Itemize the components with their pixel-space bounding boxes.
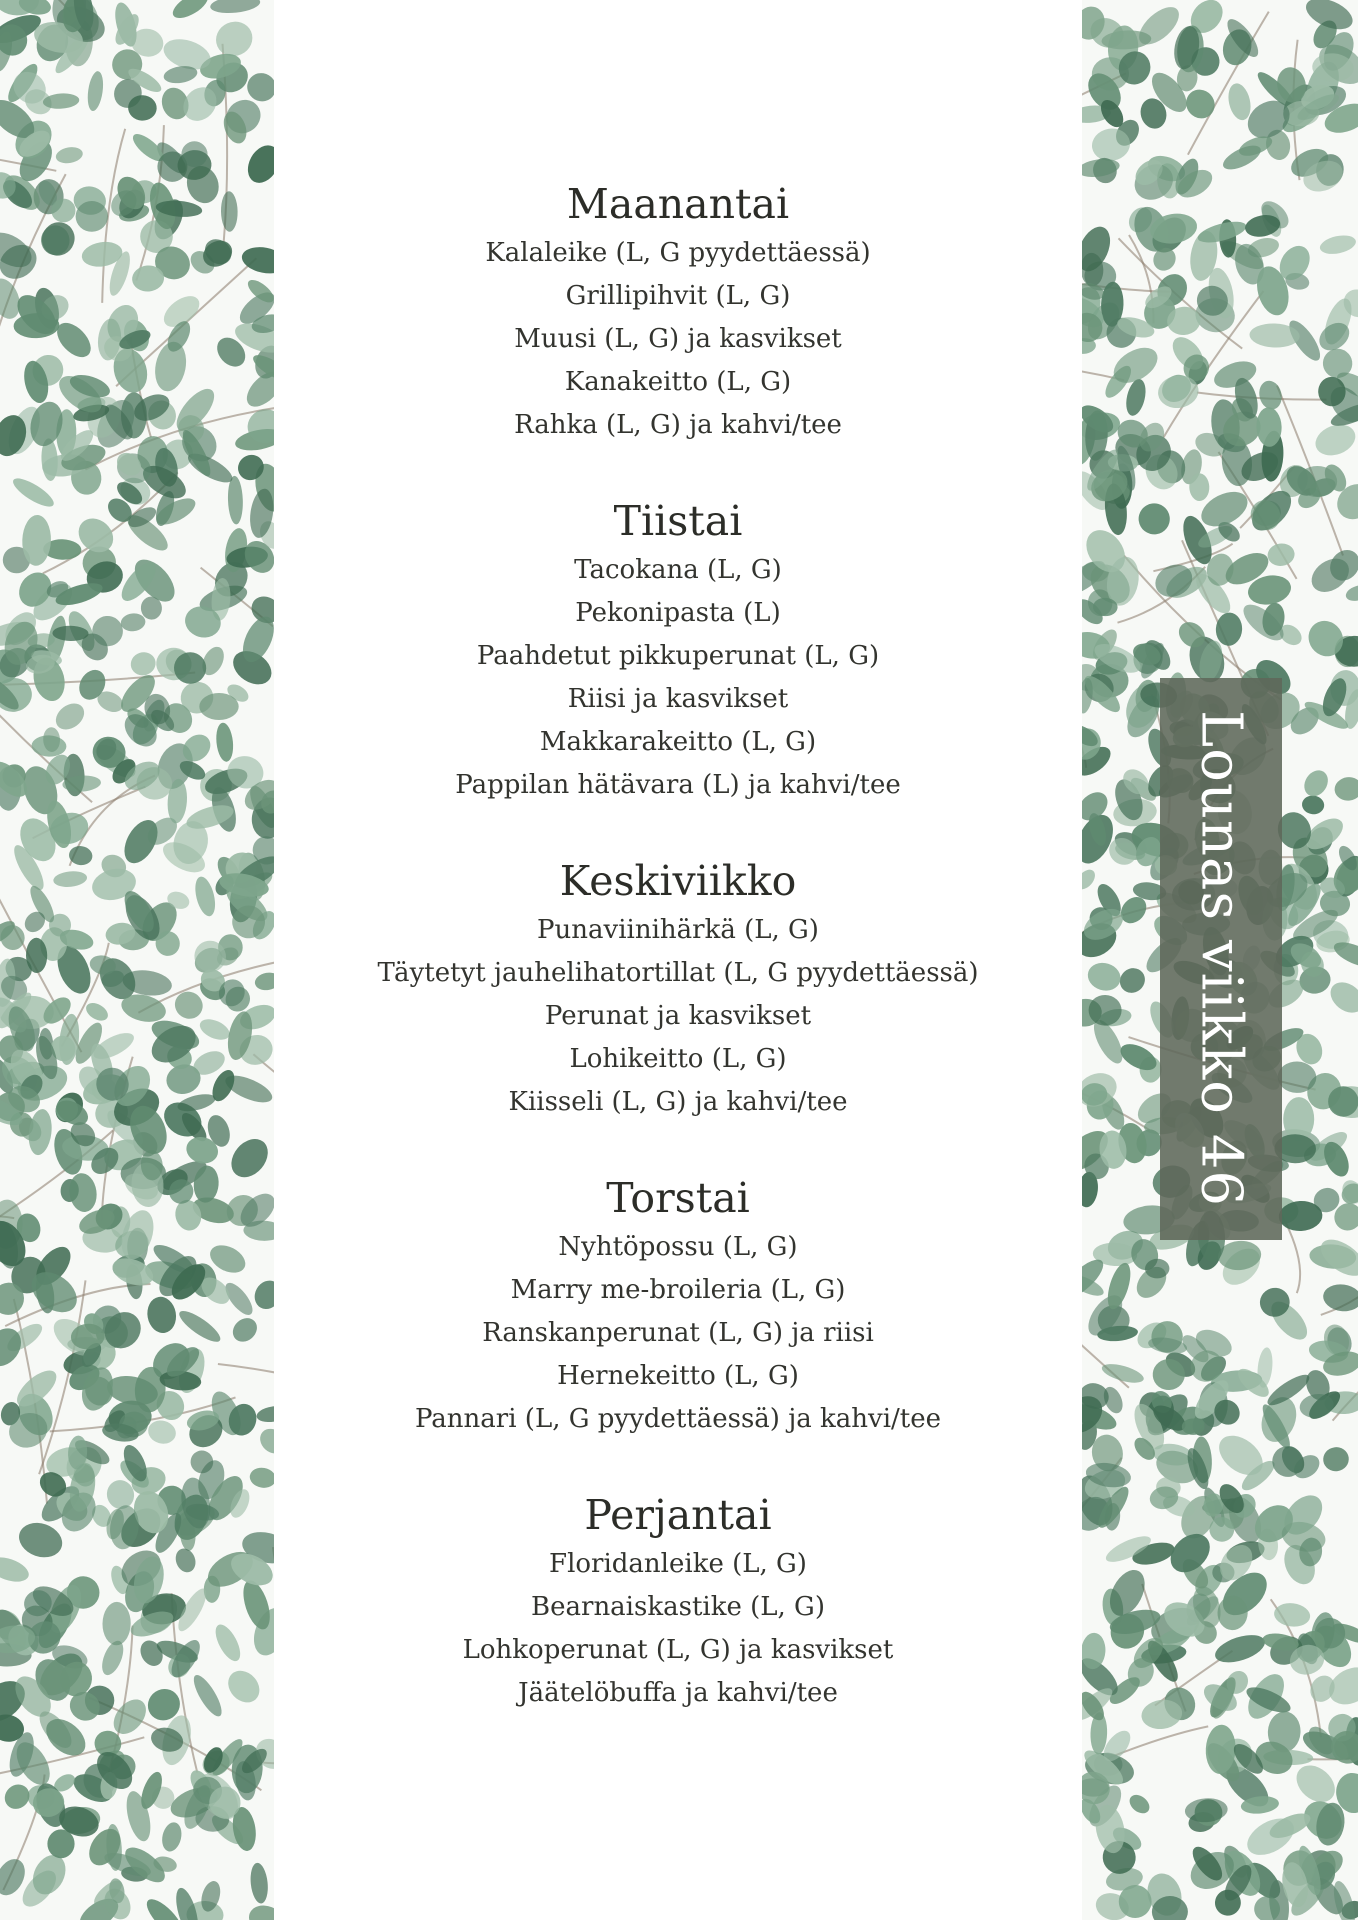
dish-item: Bearnaiskastike (L, G) (531, 1592, 825, 1622)
leaf-shape (1123, 377, 1149, 417)
leaf-shape (1273, 1601, 1312, 1628)
day-title: Keskiviikko (559, 857, 797, 905)
eucalyptus-leaves-image (0, 0, 274, 1920)
leaf-shape (172, 1546, 198, 1576)
leaf-shape (53, 870, 88, 889)
dish-list (274, 909, 1082, 1124)
leaf-shape (228, 1313, 262, 1346)
leaf-shape (169, 0, 212, 23)
dish-item: Kiisseli (L, G) ja kahvi/tee (508, 1087, 848, 1117)
dish-item: Pannari (L, G pyydettäessä) ja kahvi/tee (414, 1404, 942, 1434)
leaf-shape (0, 1553, 32, 1587)
leaf-shape (175, 1306, 224, 1347)
dish-item: Rahka (L, G) ja kahvi/tee (514, 410, 842, 440)
leaf-shape (1311, 419, 1358, 461)
leaf-shape (255, 1424, 274, 1459)
leaf-shape (211, 1621, 246, 1665)
leaf-shape (1328, 1086, 1358, 1116)
leaf-shape (254, 971, 274, 992)
leaf-shape (221, 191, 238, 232)
dish-item: Pekonipasta (L) (575, 598, 781, 628)
leaf-shape (1126, 1791, 1153, 1817)
dish-item: Nyhtöpossu (L, G) (558, 1232, 798, 1262)
dish-list (274, 1226, 1082, 1441)
leaf-shape (1266, 542, 1296, 568)
day-title: Torstai (606, 1174, 750, 1222)
leaf-shape (1318, 232, 1357, 256)
leaf-shape (248, 1466, 274, 1490)
week-label: Lounas viikko 46 (1188, 710, 1254, 1208)
day-thursday (274, 1170, 1082, 1441)
dish-item: Punaviinihärkä (L, G) (537, 915, 819, 945)
leaf-shape (55, 145, 84, 165)
leaf-shape (249, 1862, 270, 1904)
day-title: Maanantai (566, 180, 790, 228)
leaf-shape (1212, 1630, 1268, 1668)
dish-item: Tacokana (L, G) (574, 555, 782, 585)
leaf-shape (67, 1171, 99, 1213)
leaf-shape (199, 693, 238, 720)
leaf-shape (1225, 81, 1254, 122)
leaf-shape (245, 1901, 274, 1920)
dish-item: Täytetyt jauhelihatortillat (L, G pyydettäessä) (377, 958, 979, 988)
leaf-shape (192, 875, 219, 919)
dish-item: Makkarakeitto (L, G) (539, 727, 817, 757)
leaf-shape (209, 0, 261, 15)
leaf-shape (238, 1577, 274, 1632)
leaf-shape (51, 698, 89, 735)
leaf-shape (242, 140, 274, 189)
leaf-shape (83, 999, 111, 1024)
leaf-shape (120, 612, 146, 632)
dish-item: Lohkoperunat (L, G) ja kasvikset (462, 1635, 894, 1665)
leaf-shape (1333, 776, 1358, 803)
day-title: Perjantai (584, 1491, 772, 1539)
dish-item: Grillipihvit (L, G) (565, 281, 791, 311)
day-wednesday (274, 853, 1082, 1124)
leaf-shape (145, 1295, 179, 1336)
leaf-shape (197, 1015, 233, 1044)
leaf-shape (1150, 559, 1198, 603)
left-foliage-border (0, 0, 274, 1920)
leaf-shape (1322, 1446, 1351, 1473)
leaf-shape (1082, 866, 1099, 893)
leaf-shape (255, 1404, 274, 1424)
dish-item: Paahdetut pikkuperunat (L, G) (476, 641, 880, 671)
leaf-shape (250, 1276, 274, 1314)
dish-item: Hernekeitto (L, G) (557, 1361, 799, 1391)
leaf-shape (14, 1517, 67, 1563)
dish-item: Jäätelöbuffa ja kahvi/tee (518, 1678, 838, 1708)
dish-item: Muusi (L, G) ja kasvikset (514, 324, 842, 354)
leaf-shape (1135, 500, 1173, 538)
dish-item: Marry me-broileria (L, G) (510, 1275, 846, 1305)
leaf-shape (85, 70, 105, 112)
dish-item: Perunat ja kasvikset (544, 1001, 812, 1031)
dish-item: Kanakeitto (L, G) (564, 367, 792, 397)
leaf-shape (159, 1820, 184, 1853)
leaf-shape (1300, 766, 1333, 801)
day-title: Tiistai (613, 497, 743, 545)
dish-item: Floridanleike (L, G) (549, 1549, 807, 1579)
leaf-shape (1215, 612, 1243, 647)
leaf-shape (1082, 1632, 1107, 1670)
dish-list (274, 549, 1082, 807)
leaf-shape (68, 845, 94, 867)
leaf-shape (240, 244, 274, 277)
day-friday (274, 1487, 1082, 1715)
leaf-shape (1321, 1282, 1358, 1314)
leaf-shape (1084, 959, 1124, 995)
leaf-shape (146, 1417, 179, 1446)
leaf-shape (1256, 378, 1284, 411)
dish-item: Kalaleike (L, G pyydettäessä) (485, 238, 871, 268)
leaf-shape (189, 1671, 227, 1720)
leaf-shape (214, 722, 234, 763)
day-tuesday (274, 493, 1082, 807)
leaf-shape (224, 1132, 274, 1185)
day-monday (274, 176, 1082, 447)
leaf-shape (1344, 583, 1358, 604)
leaf-shape (222, 1664, 266, 1708)
leaf-shape (47, 1829, 75, 1858)
lunch-menu (274, 176, 1082, 1761)
leaf-shape (227, 476, 243, 525)
leaf-shape (128, 649, 159, 679)
dish-item: Pappilan hätävara (L) ja kahvi/tee (455, 770, 901, 800)
leaf-shape (26, 1108, 54, 1157)
dish-list (274, 232, 1082, 447)
week-banner (1160, 678, 1282, 1240)
dish-list (274, 1543, 1082, 1715)
dish-item: Lohikeitto (L, G) (569, 1044, 787, 1074)
leaf-shape (1301, 794, 1325, 815)
dish-item: Ranskanperunat (L, G) ja riisi (482, 1318, 874, 1348)
dish-item: Riisi ja kasvikset (567, 684, 789, 714)
leaf-shape (102, 1602, 131, 1646)
leaf-shape (0, 1779, 34, 1814)
